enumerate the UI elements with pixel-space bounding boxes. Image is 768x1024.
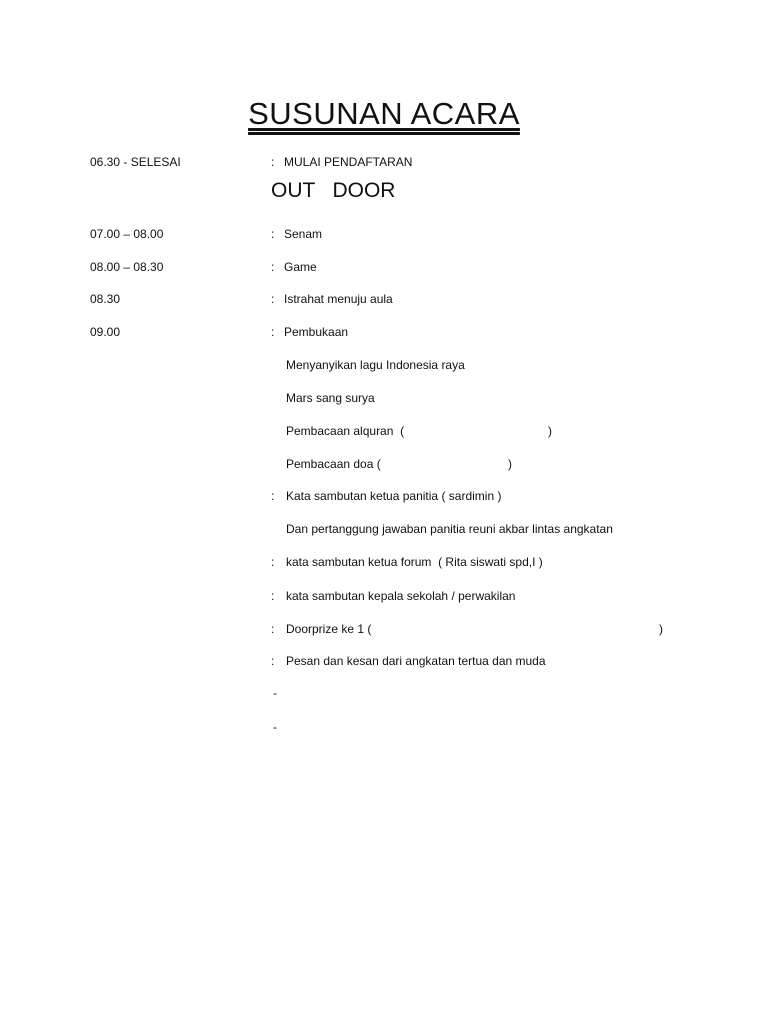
registration-time: 06.30 - SELESAI [90, 155, 181, 169]
list-dash: - [273, 720, 277, 734]
program-item: Menyanyikan lagu Indonesia raya [286, 358, 465, 372]
item-colon: : [271, 654, 275, 668]
program-item: Pesan dan kesan dari angkatan tertua dan muda [286, 654, 546, 668]
schedule-colon: : [271, 292, 275, 306]
close-paren: ) [548, 424, 552, 438]
list-dash: - [273, 686, 277, 700]
section-heading: OUT DOOR [271, 179, 396, 202]
close-paren: ) [659, 622, 663, 636]
program-item: kata sambutan ketua forum ( Rita siswati spd,I ) [286, 555, 543, 569]
registration-text: MULAI PENDAFTARAN [284, 155, 413, 169]
program-item: Doorprize ke 1 ( [286, 622, 372, 636]
schedule-item: Pembukaan [284, 325, 349, 339]
registration-colon: : [271, 155, 275, 169]
program-item: Dan pertanggung jawaban panitia reuni akbar lintas angkatan [286, 522, 613, 536]
schedule-colon: : [271, 260, 275, 274]
item-colon: : [271, 555, 275, 569]
item-colon: : [271, 622, 275, 636]
schedule-colon: : [271, 227, 275, 241]
program-item: Pembacaan doa ( [286, 457, 381, 471]
item-colon: : [271, 589, 275, 603]
schedule-time: 07.00 – 08.00 [90, 227, 164, 241]
close-paren: ) [508, 457, 512, 471]
schedule-time: 08.00 – 08.30 [90, 260, 164, 274]
program-item: Kata sambutan ketua panitia ( sardimin ) [286, 489, 502, 503]
page-title: SUSUNAN ACARA [248, 96, 520, 131]
program-item: Mars sang surya [286, 391, 375, 405]
schedule-item: Senam [284, 227, 323, 241]
schedule-time: 08.30 [90, 292, 121, 306]
schedule-colon: : [271, 325, 275, 339]
program-item: Pembacaan alquran ( [286, 424, 405, 438]
schedule-item: Game [284, 260, 317, 274]
program-item: kata sambutan kepala sekolah / perwakilan [286, 589, 516, 603]
schedule-item: Istrahat menuju aula [284, 292, 393, 306]
schedule-time: 09.00 [90, 325, 121, 339]
item-colon: : [271, 489, 275, 503]
